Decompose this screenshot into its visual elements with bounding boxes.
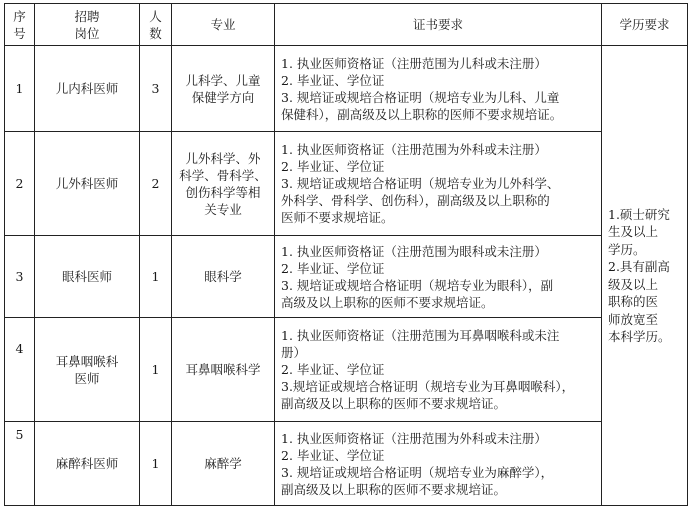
header-major: 专业 bbox=[172, 4, 275, 46]
header-row bbox=[5, 4, 688, 46]
row-requirements: 1. 执业医师资格证（注册范围为耳鼻咽喉科或未注 册） 2. 毕业证、学位证 3.规培证或规培合格证明（规培专业为耳鼻咽喉科）， 副高级及以上职称的医师不要求规培证。 bbox=[275, 318, 602, 422]
row-major: 儿外科学、外 科学、骨科学、 创伤科学等相 关专业 bbox=[172, 132, 275, 236]
header-count: 人 数 bbox=[140, 4, 172, 46]
row-major: 儿科学、儿童 保健学方向 bbox=[172, 46, 275, 132]
row-requirements: 1. 执业医师资格证（注册范围为外科或未注册） 2. 毕业证、学位证 3. 规培证或规培合格证明（规培专业为儿外科学、 外科学、骨科学、创伤科），副高级及以上职称的 医师不要求规培证。 bbox=[275, 132, 602, 236]
row-position: 麻醉科医师 bbox=[35, 422, 140, 506]
row-requirements: 1. 执业医师资格证（注册范围为眼科或未注册） 2. 毕业证、学位证 3. 规培证或规培合格证明（规培专业为眼科），副 高级及以上职称的医师不要求规培证。 bbox=[275, 236, 602, 318]
row-count: 3 bbox=[140, 46, 172, 132]
table-row bbox=[5, 236, 688, 318]
row-position: 儿外科医师 bbox=[35, 132, 140, 236]
row-seq: 4 bbox=[5, 318, 35, 422]
header-seq: 序 号 bbox=[5, 4, 35, 46]
education-requirements: 1.硕士研究 生及以上 学历。 2.具有副高 级及以上 职称的医 师放宽至 本科学历。 bbox=[602, 46, 688, 506]
header-cert: 证书要求 bbox=[275, 4, 602, 46]
row-count: 1 bbox=[140, 318, 172, 422]
row-major: 麻醉学 bbox=[172, 422, 275, 506]
row-position: 儿内科医师 bbox=[35, 46, 140, 132]
row-position: 耳鼻咽喉科 医师 bbox=[35, 318, 140, 422]
row-requirements: 1. 执业医师资格证（注册范围为外科或未注册） 2. 毕业证、学位证 3. 规培证或规培合格证明（规培专业为麻醉学）， 副高级及以上职称的医师不要求规培证。 bbox=[275, 422, 602, 506]
row-count: 1 bbox=[140, 236, 172, 318]
row-seq: 2 bbox=[5, 132, 35, 236]
row-seq: 3 bbox=[5, 236, 35, 318]
header-position: 招聘 岗位 bbox=[35, 4, 140, 46]
table-row bbox=[5, 46, 688, 132]
row-count: 2 bbox=[140, 132, 172, 236]
row-count: 1 bbox=[140, 422, 172, 506]
header-edu: 学历要求 bbox=[602, 4, 688, 46]
table-row bbox=[5, 318, 688, 422]
table-row bbox=[5, 132, 688, 236]
recruitment-table bbox=[4, 3, 688, 506]
row-seq: 1 bbox=[5, 46, 35, 132]
row-major: 耳鼻咽喉科学 bbox=[172, 318, 275, 422]
row-requirements: 1. 执业医师资格证（注册范围为儿科或未注册） 2. 毕业证、学位证 3. 规培证或规培合格证明（规培专业为儿科、儿童 保健科），副高级及以上职称的医师不要求规培证。 bbox=[275, 46, 602, 132]
row-seq: 5 bbox=[5, 422, 35, 506]
table-row bbox=[5, 422, 688, 506]
row-position: 眼科医师 bbox=[35, 236, 140, 318]
row-major: 眼科学 bbox=[172, 236, 275, 318]
